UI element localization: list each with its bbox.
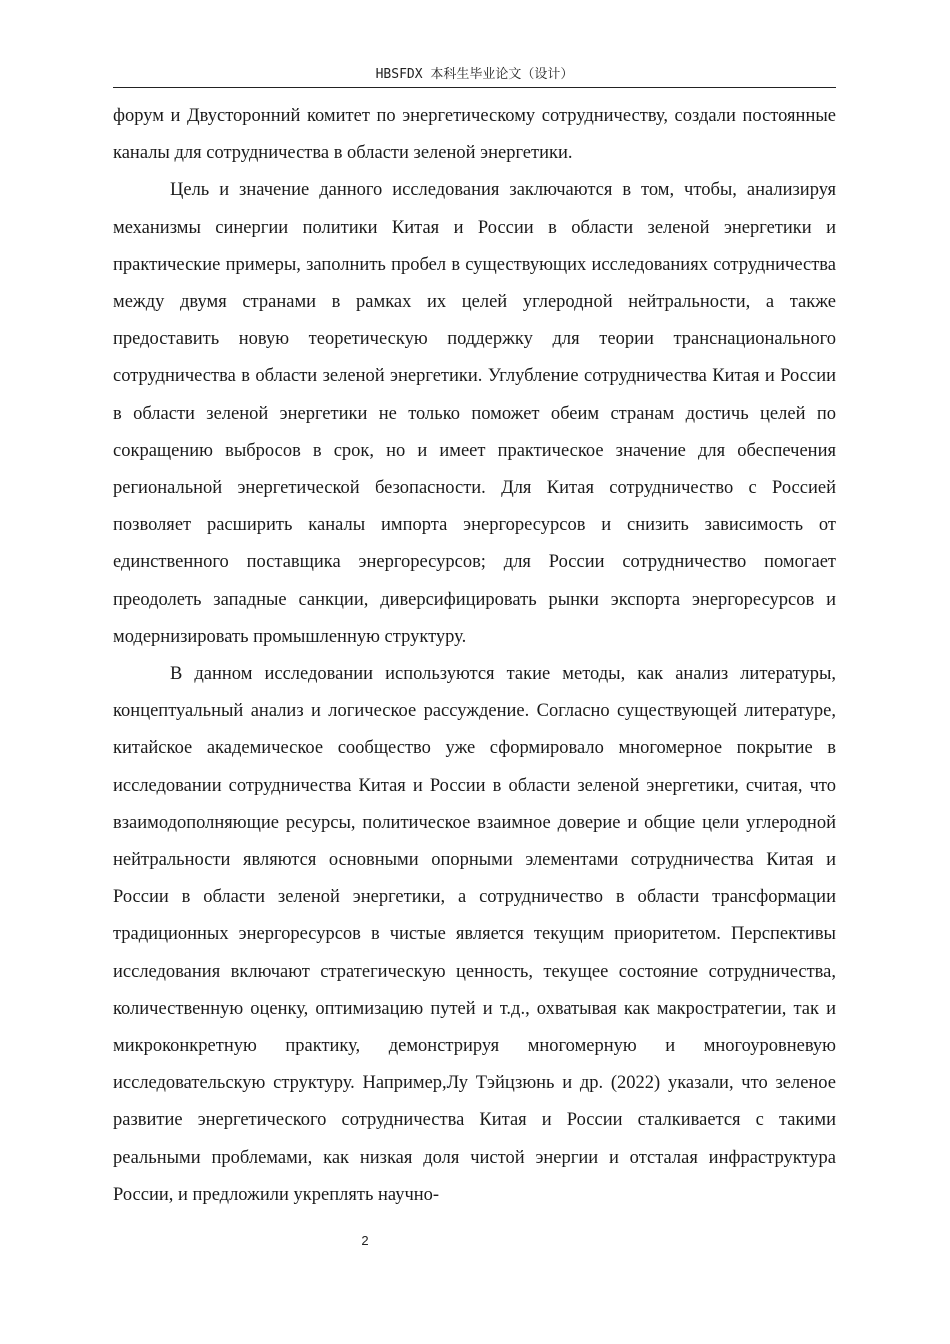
- paragraph-continuation: форум и Двусторонний комитет по энергетическому сотрудничеству, создали постоянные каналы для сотрудничества в области зеленой энергетики.: [113, 106, 836, 164]
- body-text: [113, 98, 836, 1214]
- header-rule: [113, 87, 836, 88]
- paragraph-purpose: Цель и значение данного исследования заключаются в том, чтобы, анализируя механизмы синергии политики Китая и России в области зеленой энергетики и практические примеры, заполнить пробел в существующих исследованиях сотрудничества между двумя странами в рамках их целей углеродной нейтральности, а также предоставить новую теоретическую поддержку для теории транснационального сотрудничества в области зеленой энергетики. Углубление сотрудничества Китая и России в области зеленой энергетики не только поможет обеим странам достичь целей по сокращению выбросов в срок, но и имеет практическое значение для обеспечения региональной энергетической безопасности. Для Китая сотрудничество с Россией позволяет расширить каналы импорта энергоресурсов и снизить зависимость от единственного поставщика энергоресурсов; для России сотрудничество помогает преодолеть западные санкции, диверсифицировать рынки экспорта энергоресурсов и модернизировать промышленную структуру.: [113, 180, 836, 647]
- paragraph-methods: В данном исследовании используются такие методы, как анализ литературы, концептуальный анализ и логическое рассуждение. Согласно существующей литературе, китайское академическое сообщество уже сформировало многомерное покрытие в исследовании сотрудничества Китая и России в области зеленой энергетики, считая, что взаимодополняющие ресурсы, политическое взаимное доверие и общие цели углеродной нейтральности являются основными опорными элементами сотрудничества Китая и России в области зеленой энергетики, а сотрудничество в области трансформации традиционных энергоресурсов в чистые является текущим приоритетом. Перспективы исследования включают стратегическую ценность, текущее состояние сотрудничества, количественную оценку, оптимизацию путей и т.д., охватывая как макростратегии, так и микроконкретную практику, демонстрируя многомерную и многоуровневую исследовательскую структуру. Например,Лу Тэйцзюнь и др. (2022) указали, что зеленое развитие энергетического сотрудничества Китая и России сталкивается с такими реальными проблемами, как низкая доля чистой энергии и отсталая инфраструктура России, и предложили укреплять научно-: [113, 664, 836, 1205]
- page-header: HBSFDX 本科生毕业论文（设计）: [375, 67, 574, 82]
- page-number: 2: [361, 1233, 369, 1248]
